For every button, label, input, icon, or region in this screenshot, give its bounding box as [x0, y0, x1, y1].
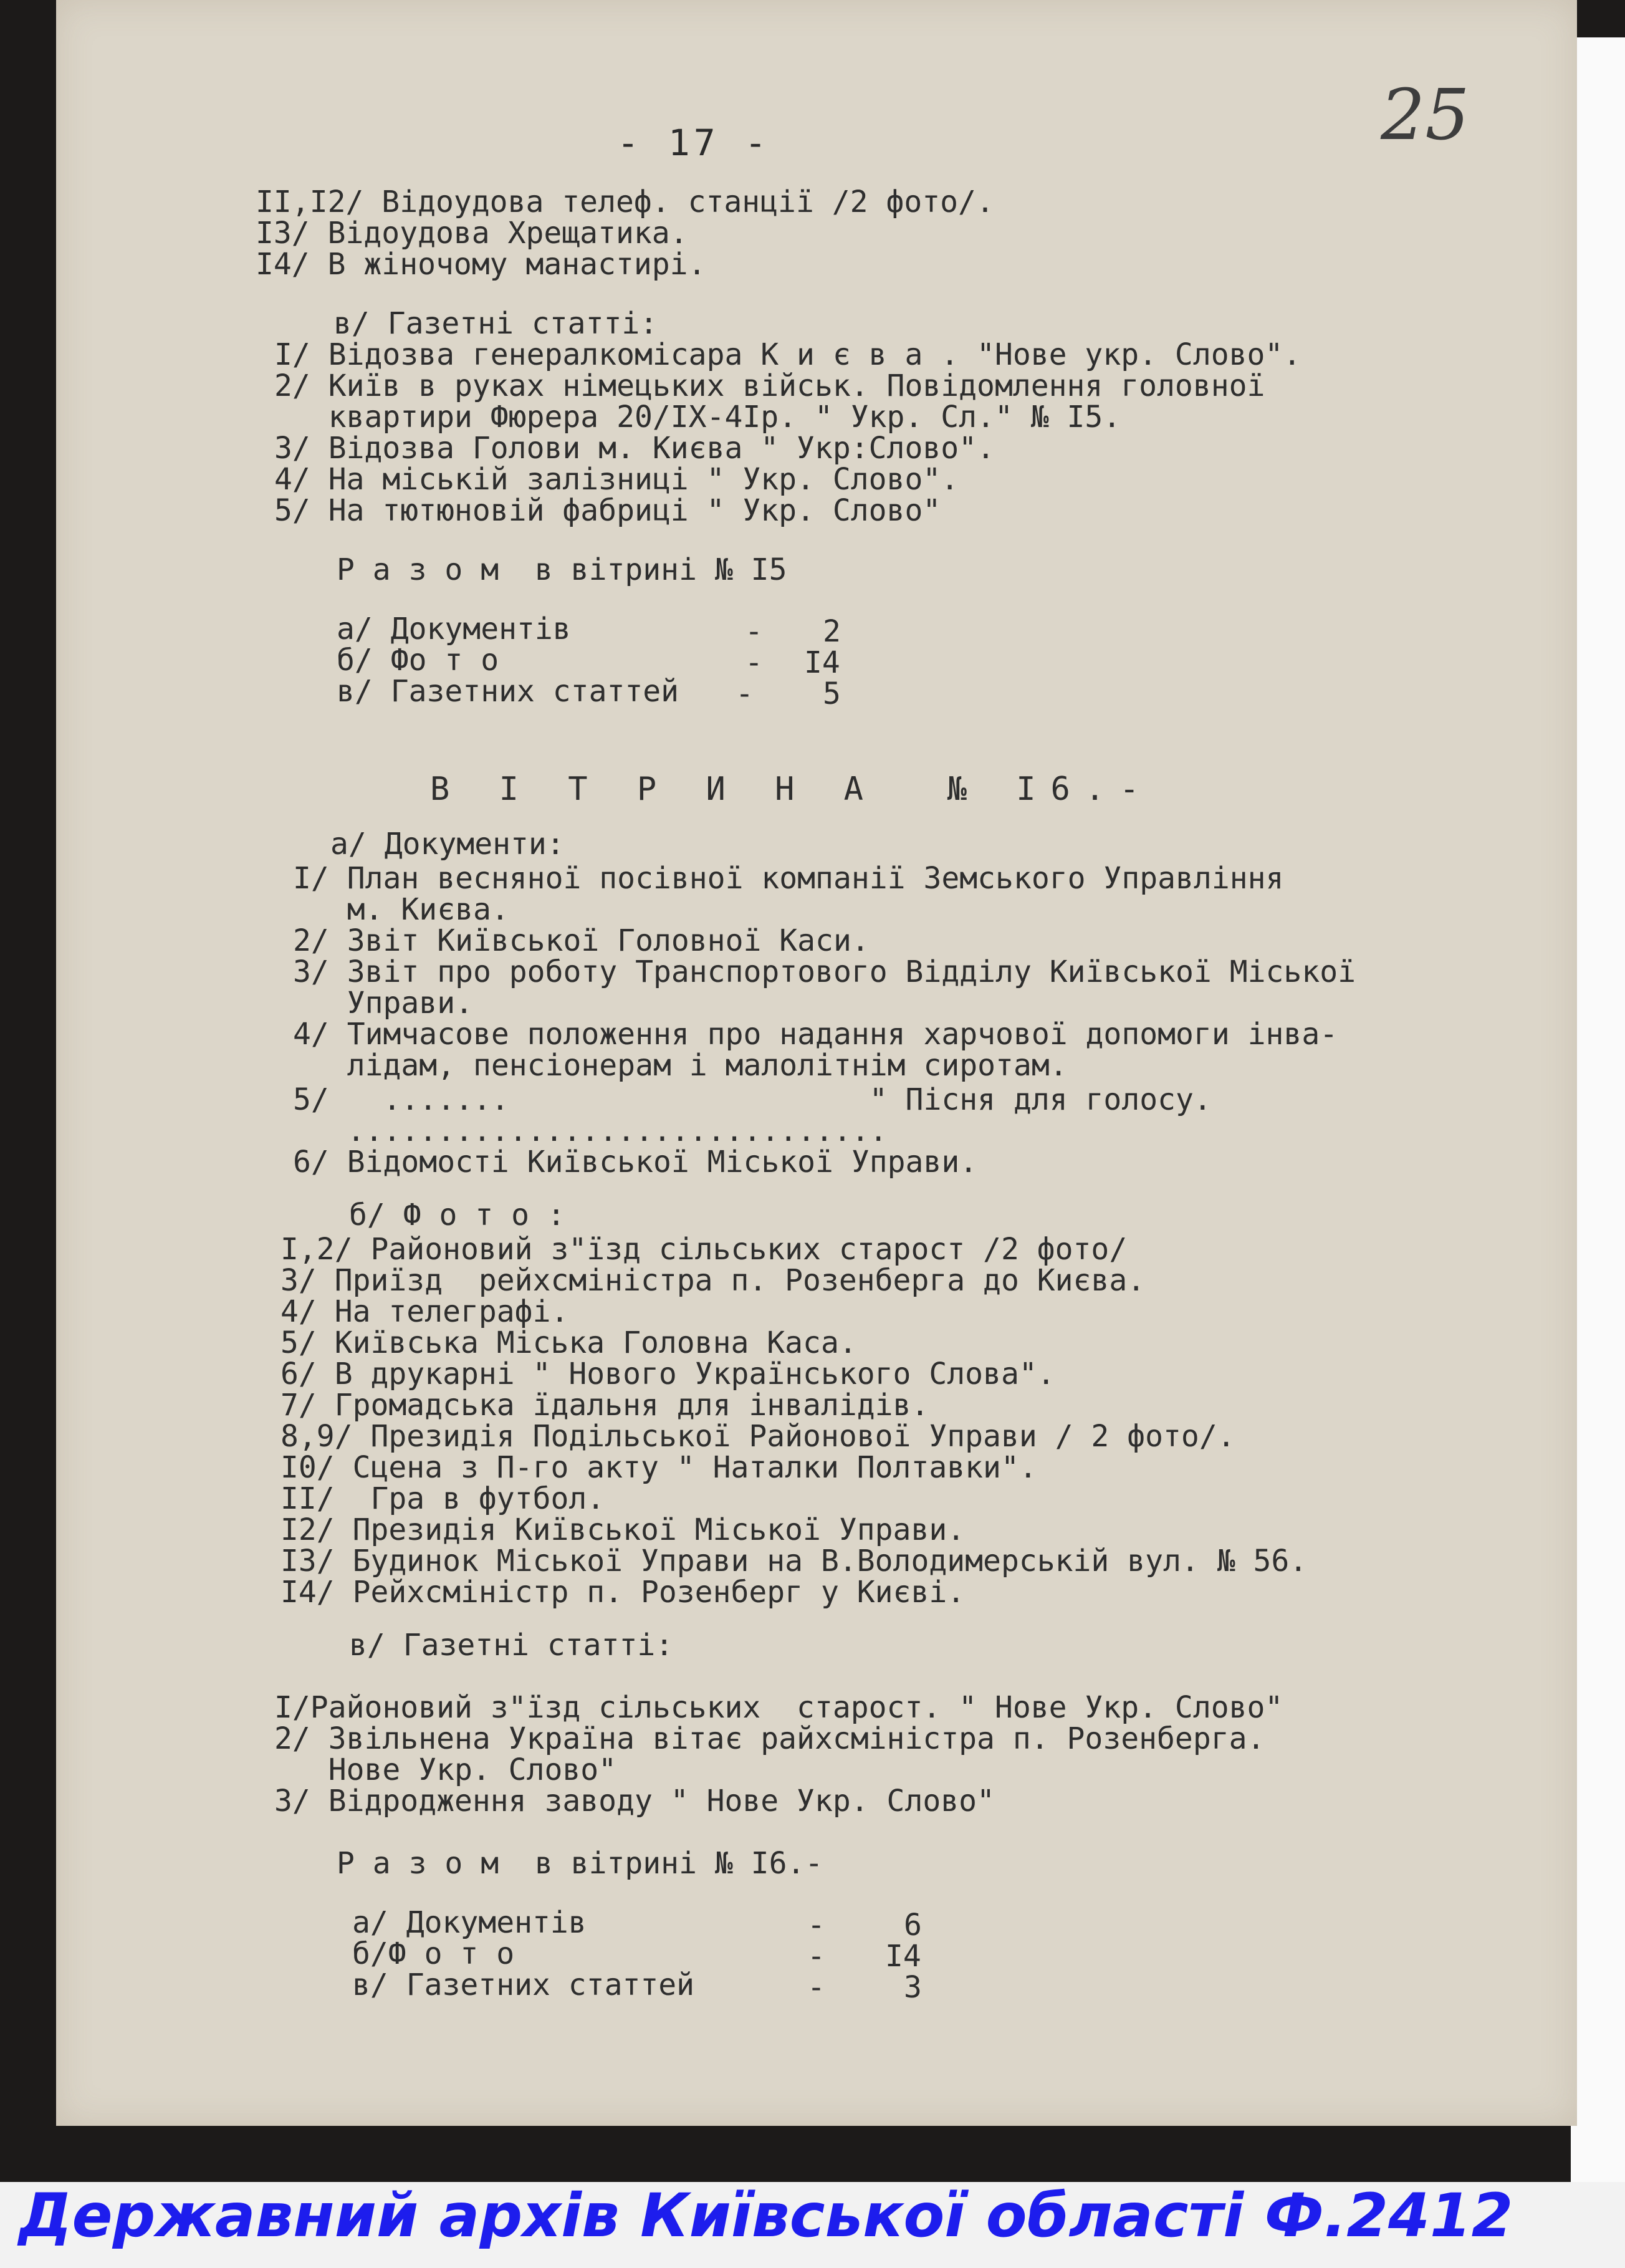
list-item: 5/ Київська Міська Головна Каса. [280, 1325, 857, 1360]
totals-value: 3 [904, 1970, 922, 2005]
list-item: 2/ Звіт Київської Головної Каси. [293, 923, 870, 958]
list-item: 5/ ....... " Пісня для голосу. [293, 1082, 1212, 1117]
totals-value: 6 [904, 1908, 922, 1943]
list-item: 5/ На тютюновій фабриці " Укр. Слово" [274, 493, 941, 528]
totals-label: а/ Документів [352, 1905, 587, 1940]
archive-caption: Державний архів Київської області Ф.2412 [19, 2181, 1513, 2251]
totals-value: I4 [804, 645, 840, 680]
list-item: II,I2/ Відоудова телеф. станції /2 фото/. [256, 185, 994, 219]
list-item: I/ План весняної посівної компанії Земського Управління [293, 861, 1284, 896]
list-item: Нове Укр. Слово" [274, 1752, 617, 1787]
totals-dash: - [745, 614, 763, 649]
list-item: I0/ Сцена з П-го акту " Наталки Полтавки". [280, 1450, 1037, 1485]
totals-value: I4 [885, 1939, 921, 1974]
list-item: 6/ Відомості Київської Міської Управи. [293, 1145, 978, 1180]
articles-header: в/ Газетні статті: [349, 1628, 674, 1663]
list-item: I2/ Президія Київської Міської Управи. [280, 1512, 966, 1547]
totals-header: Р а з о м в вітрині № I5 [337, 552, 787, 587]
list-item: 4/ На міській залізниці " Укр. Слово". [274, 462, 959, 497]
totals-label: б/ Фо т о [337, 643, 499, 678]
list-item: 7/ Громадська їдальня для інвалідів. [280, 1388, 929, 1423]
list-item: 2/ Звільнена Україна вітає райхсміністра п. Розенберга. [274, 1721, 1265, 1756]
totals-dash: - [736, 676, 754, 711]
list-item: 3/ Відозва Голови м. Києва " Укр:Слово". [274, 431, 995, 466]
scan-edge-card [1571, 37, 1625, 2182]
articles-header: в/ Газетні статті: [333, 306, 658, 341]
photos-header: б/ Ф о т о : [349, 1198, 565, 1233]
list-item: II/ Гра в футбол. [280, 1481, 605, 1516]
list-item: Управи. [293, 986, 473, 1021]
list-item: 4/ На телеграфі. [280, 1294, 569, 1329]
totals-dash: - [745, 645, 763, 680]
list-item: I4/ Рейхсміністр п. Розенберг у Києві. [280, 1575, 966, 1610]
list-item: 2/ Київ в руках німецьких військ. Повідомлення головної [274, 368, 1265, 403]
list-item: I/Районовий з"їзд сільських старост. " Нове Укр. Слово" [274, 1690, 1283, 1725]
totals-dash: - [807, 1908, 825, 1943]
list-item: 3/ Приїзд рейхсміністра п. Розенберга до Києва. [280, 1263, 1146, 1298]
totals-label: в/ Газетних статтей [352, 1968, 695, 2002]
archive-sheet-number: 25 [1381, 75, 1470, 156]
list-item: .............................. [293, 1113, 888, 1148]
list-item: 4/ Тимчасове положення про надання харчової допомоги інва- [293, 1017, 1338, 1052]
page-number: - 17 - [617, 122, 770, 164]
list-item: I3/ Відоудова Хрещатика. [256, 216, 688, 251]
totals-value: 5 [823, 676, 841, 711]
totals-header: Р а з о м в вітрині № I6.- [337, 1846, 823, 1881]
list-item: 6/ В друкарні " Нового Українського Слова". [280, 1357, 1055, 1391]
list-item: лідам, пенсіонерам і малолітнім сиротам. [293, 1048, 1068, 1083]
list-item: I,2/ Районовий з"їзд сільських старост /2 фото/ [280, 1232, 1128, 1267]
section-title: В І Т Р И Н А № I6.- [430, 771, 1154, 808]
list-item: 3/ Відродження заводу " Нове Укр. Слово" [274, 1784, 995, 1819]
list-item: I4/ В жіночому манастирі. [256, 247, 706, 282]
list-item: I/ Відозва генералкомісара К и є в а . "Нове укр. Слово". [274, 337, 1301, 372]
documents-header: а/ Документи: [330, 827, 565, 862]
totals-label: в/ Газетних статтей [337, 674, 679, 709]
totals-dash: - [807, 1970, 825, 2005]
list-item: м. Києва. [293, 892, 509, 927]
totals-value: 2 [823, 614, 841, 649]
list-item: 3/ Звіт про роботу Транспортового Відділу Київської Міської [293, 954, 1356, 989]
list-item: квартири Фюрера 20/IX-4Iр. " Укр. Сл." № I5. [274, 400, 1121, 435]
list-item: 8,9/ Президія Подільської Районової Управи / 2 фото/. [280, 1419, 1235, 1454]
totals-label: а/ Документів [337, 612, 571, 646]
list-item: I3/ Будинок Міської Управи на В.Володимерській вул. № 56. [280, 1544, 1308, 1578]
totals-label: б/Ф о т о [352, 1936, 515, 1971]
totals-dash: - [807, 1939, 825, 1974]
